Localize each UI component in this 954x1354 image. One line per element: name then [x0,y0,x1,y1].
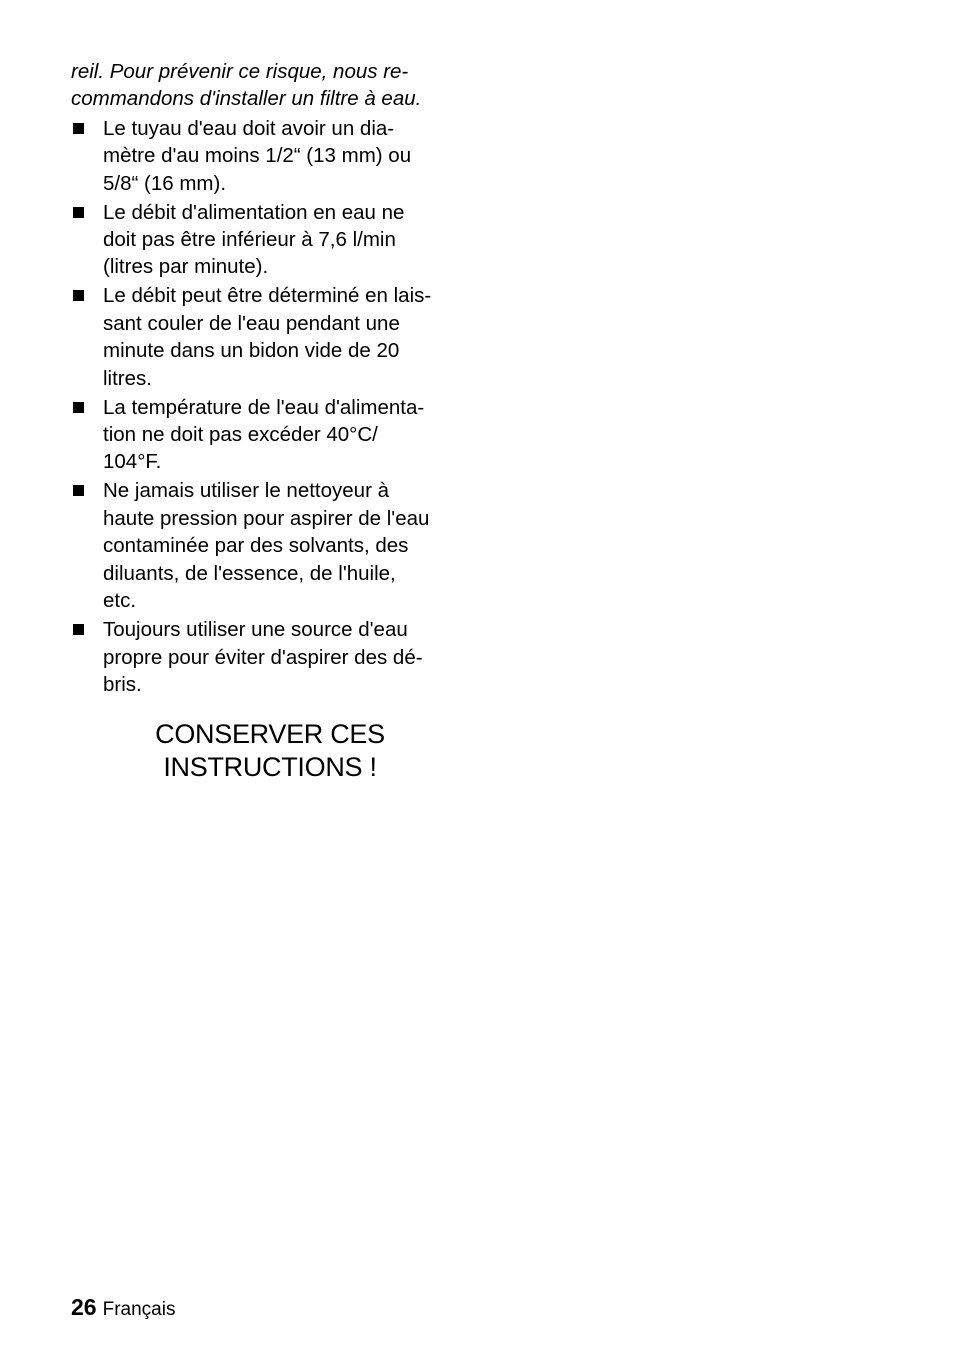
list-item-line: doit pas être inférieur à 7,6 l/min [103,228,396,252]
list-item-line: diluants, de l'essence, de l'huile, [103,561,396,585]
square-bullet-icon [73,402,84,413]
intro-line: reil. Pour prévenir ce risque, nous re- [71,60,409,83]
list-item-line: etc. [103,589,137,613]
list-item-line: Le tuyau d'eau doit avoir un dia- [103,116,395,140]
list-item [71,394,463,476]
list-item-line: Toujours utiliser une source d'eau [103,618,408,642]
square-bullet-icon [73,624,84,635]
list-item [71,199,463,281]
list-item-line: (litres par minute). [103,255,269,279]
closing-heading [71,718,469,784]
page-footer [71,1294,175,1321]
list-item-line: 5/8“ (16 mm). [103,171,227,195]
list-item-line: Le débit peut être déterminé en lais- [103,284,432,308]
list-item-line: propre pour éviter d'aspirer des dé- [103,645,423,669]
square-bullet-icon [73,290,84,301]
main-column [71,58,463,700]
list-item [71,115,463,197]
list-item-line: bris. [103,672,142,696]
list-item-line: mètre d'au moins 1/2“ (13 mm) ou [103,144,412,168]
intro-paragraph [71,58,463,113]
list-item-line: Ne jamais utiliser le nettoyeur à [103,479,389,503]
list-item [71,477,463,614]
list-item-line: haute pression pour aspirer de l'eau [103,506,430,530]
list-item-line: La température de l'eau d'alimenta- [103,395,425,419]
list-item [71,282,463,392]
page-number: 26 [71,1294,97,1320]
closing-line: CONSERVER CES [155,719,385,749]
list-item-line: sant couler de l'eau pendant une [103,311,400,335]
intro-line: commandons d'installer un filtre à eau. [71,87,422,111]
closing-line: INSTRUCTIONS ! [163,752,377,782]
list-item-line: 104°F. [103,450,162,474]
list-item-line: contaminée par des solvants, des [103,534,409,558]
list-item-line: minute dans un bidon vide de 20 [103,339,400,363]
square-bullet-icon [73,485,84,496]
language-label: Français [102,1299,176,1320]
list-item-line: litres. [103,366,152,390]
requirements-list [71,115,463,699]
square-bullet-icon [73,207,84,218]
list-item-line: tion ne doit pas excéder 40°C/ [103,423,378,447]
square-bullet-icon [73,123,84,134]
list-item-line: Le débit d'alimentation en eau ne [103,200,405,224]
list-item [71,616,463,698]
